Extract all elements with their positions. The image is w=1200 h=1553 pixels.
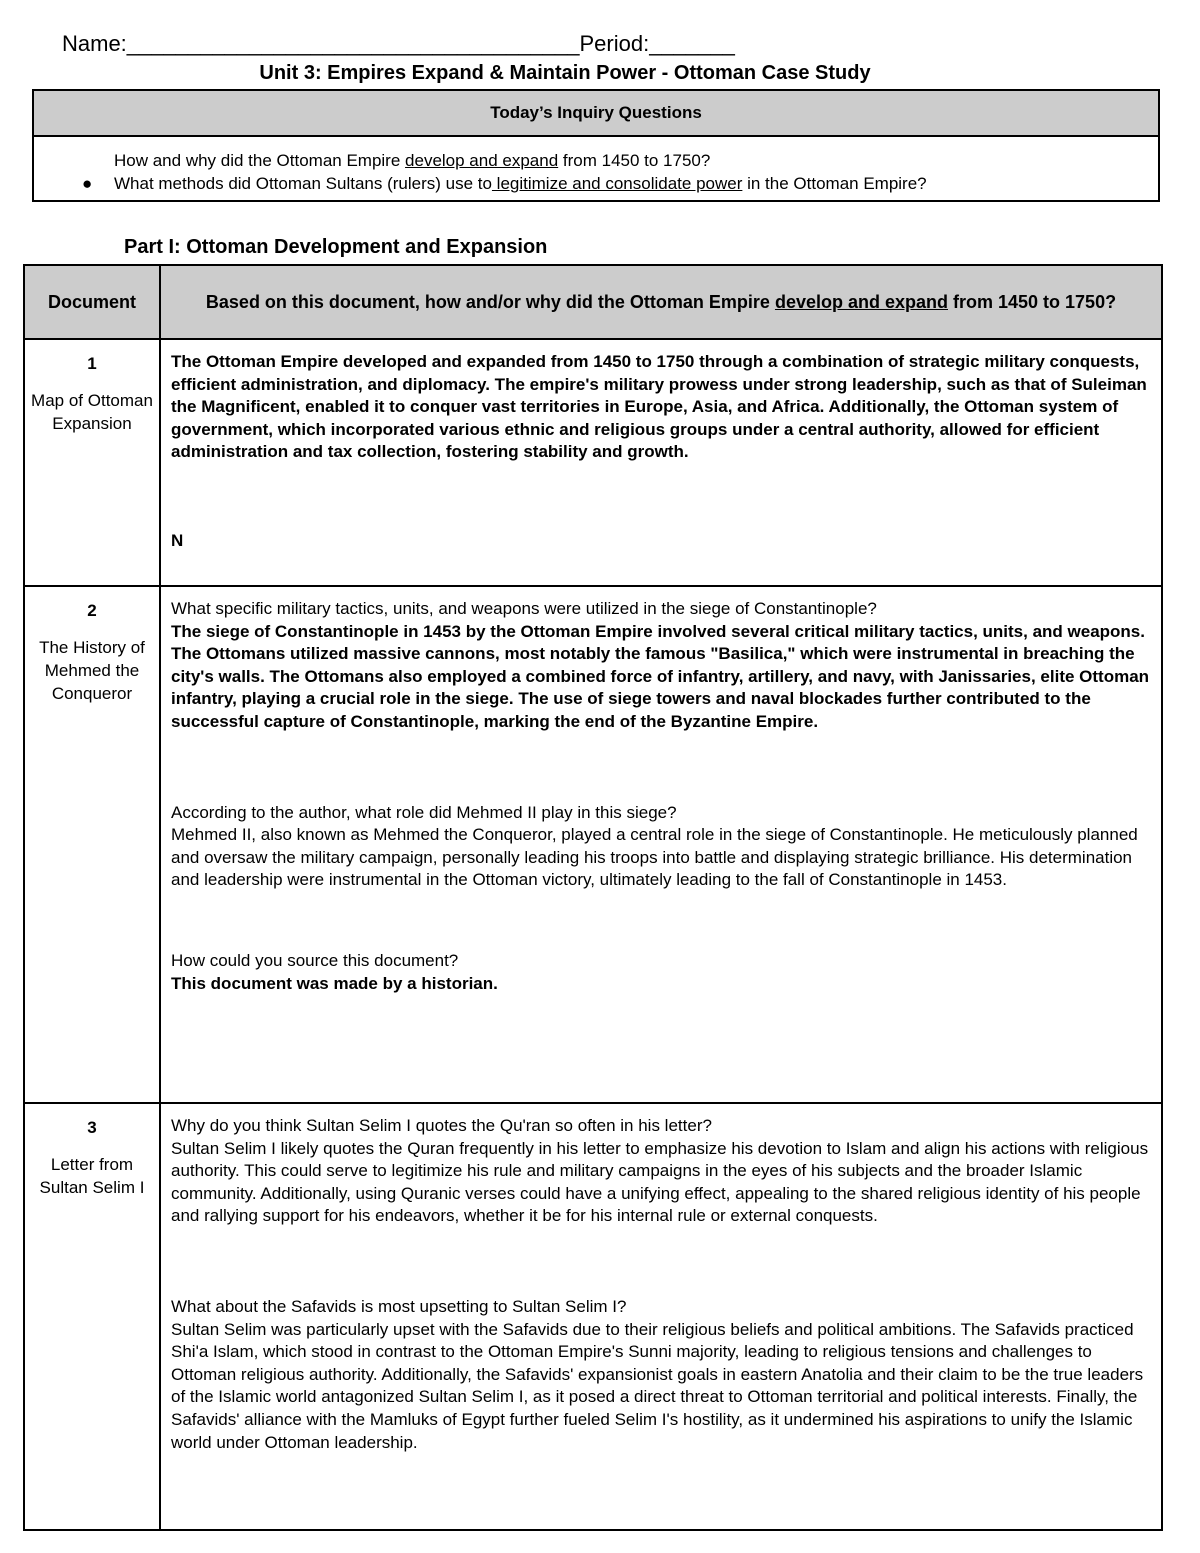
col-document-header: Document xyxy=(24,265,160,339)
table-row xyxy=(24,586,1162,1103)
col-question-post: from 1450 to 1750? xyxy=(948,292,1117,312)
inquiry-questions-box xyxy=(32,89,1160,202)
stray-text: N xyxy=(171,530,184,550)
document-number: 2 xyxy=(87,601,97,620)
answer-text: This document was made by a historian. xyxy=(171,973,498,993)
q2-post: in the Ottoman Empire? xyxy=(742,174,927,193)
answer-text: The siege of Constantinople in 1453 by the Ottoman Empire involved several critical military tactics, units, and weapons. The Ottomans utilized massive cannons, most notably the famous "Basilica," which were instrumental in breaching the city's walls. The Ottomans also employed a combined force of infantry, artillery, and navy, with Janissaries, elite Ottoman infantry, playing a crucial role in the siege. The use of siege towers and naval blockades further contributed to the successful capture of Constantinople, marking the end of the Byzantine Empire. xyxy=(171,621,1150,731)
table-header-row xyxy=(24,265,1162,339)
document-label: Map of Ottoman Expansion xyxy=(31,391,153,433)
question-text: What specific military tactics, units, and weapons were utilized in the siege of Constantinople? xyxy=(171,599,877,618)
answer-cell xyxy=(160,1103,1162,1530)
document-label: Letter from Sultan Selim I xyxy=(39,1155,145,1197)
table-row xyxy=(24,339,1162,586)
answer-text: Mehmed II, also known as Mehmed the Conqueror, played a central role in the siege of Constantinople. He meticulously planned and oversaw the military campaign, personally leading his troops into battle and displaying strategic brilliance. His determination and leadership were instrumental in the Ottoman victory, ultimately leading to the fall of Constantinople in 1453. xyxy=(171,825,1138,890)
document-label: The History of Mehmed the Conqueror xyxy=(39,638,145,703)
part-title: Part I: Ottoman Development and Expansion xyxy=(124,236,548,258)
col-question-header xyxy=(160,265,1162,339)
col-question-underlined: develop and expand xyxy=(774,292,948,312)
question-text: How could you source this document? xyxy=(171,950,459,970)
question-text: Why do you think Sultan Selim I quotes the Qu'ran so often in his letter? xyxy=(171,1116,712,1135)
question-text: What about the Safavids is most upsetting to Sultan Selim I? xyxy=(171,1296,627,1316)
q1-underlined: develop and expand xyxy=(405,151,559,170)
document-number: 1 xyxy=(87,354,97,373)
document-cell xyxy=(24,339,160,586)
answer-cell xyxy=(160,586,1162,1103)
question-text: According to the author, what role did Mehmed II play in this siege? xyxy=(171,802,677,822)
answer-text: The Ottoman Empire developed and expanded from 1450 to 1750 through a combination of strategic military conquests, efficient administration, and diplomacy. The empire's military prowess under strong leadership, such as that of Suleiman the Magnificent, enabled it to conquer vast territories in Europe, Asia, and Africa. Additionally, the Ottoman system of government, which incorporated various ethnic and religious groups under a central authority, allowed for efficient administration and tax collection, fostering stability and growth. xyxy=(171,352,1147,462)
col-question-pre: Based on this document, how and/or why did the Ottoman Empire xyxy=(205,292,775,312)
q1-post: from 1450 to 1750? xyxy=(558,151,711,170)
document-table xyxy=(23,264,1163,1531)
q2-pre: What methods did Ottoman Sultans (rulers) use to xyxy=(114,174,492,193)
q1-pre: How and why did the Ottoman Empire xyxy=(114,151,406,170)
name-period-line: Name:_____________________________________Period:_______ xyxy=(62,31,735,56)
inquiry-heading: Today’s Inquiry Questions xyxy=(34,91,1158,137)
q2-underlined: legitimize and consolidate power xyxy=(491,174,743,193)
document-cell xyxy=(24,1103,160,1530)
inquiry-question-1 xyxy=(34,149,1158,172)
page-title: Unit 3: Empires Expand & Maintain Power - Ottoman Case Study xyxy=(259,62,871,84)
inquiry-body xyxy=(34,137,1158,195)
answer-cell xyxy=(160,339,1162,586)
inquiry-question-2 xyxy=(34,172,1158,195)
answer-text: Sultan Selim I likely quotes the Quran frequently in his letter to emphasize his devotion to Islam and align his actions with religious authority. This could serve to legitimize his rule and military campaigns in the eyes of his subjects and the broader Islamic community. Additionally, using Quranic verses could have a unifying effect, appealing to the shared religious identity of his people and rallying support for his endeavors, whether it be for his internal rule or external conquests. xyxy=(171,1138,1149,1226)
document-cell xyxy=(24,586,160,1103)
document-number: 3 xyxy=(87,1118,97,1137)
table-row xyxy=(24,1103,1162,1530)
answer-text: Sultan Selim was particularly upset with the Safavids due to their religious beliefs and political ambitions. The Safavids practiced Shi'a Islam, which stood in contrast to the Ottoman Empire's Sunni majority, leading to religious tensions and challenges to Ottoman religious authority. Additionally, the Safavids' expansionist goals in eastern Anatolia and their claim to be the true leaders of the Islamic world antagonized Sultan Selim I, as it posed a direct threat to Ottoman territorial and political interests. Finally, the Safavids' alliance with the Mamluks of Egypt further fueled Selim I's hostility, as it undermined his aspirations to unify the Islamic world under Ottoman leadership. xyxy=(171,1319,1144,1452)
bullet-icon: ● xyxy=(82,174,93,193)
